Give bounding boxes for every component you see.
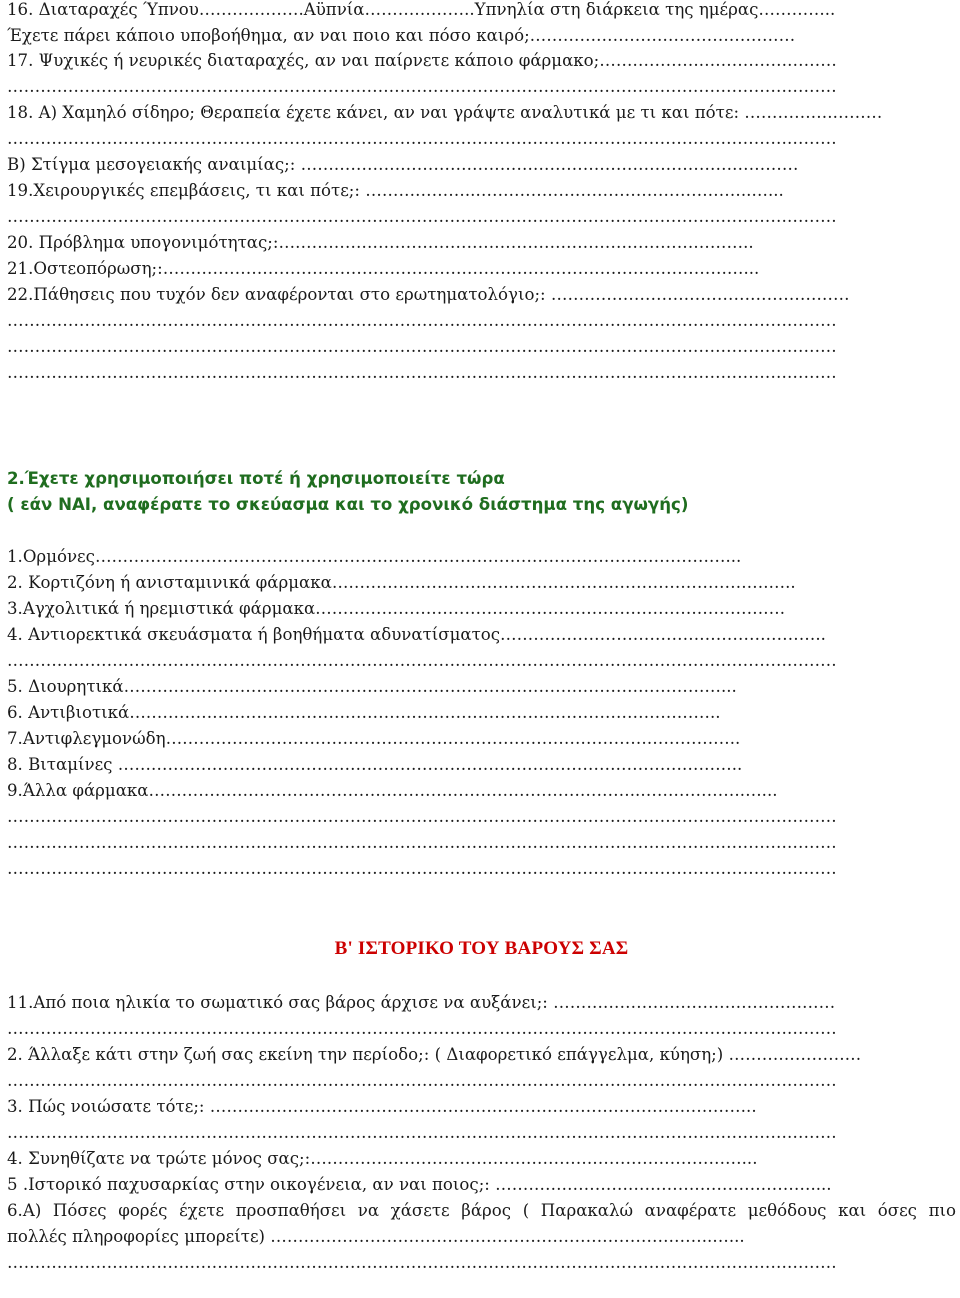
question-2-life-change: 2. Άλλαξε κάτι στην ζωή σας εκείνη την περίοδο;: ( Διαφορετικό επάγγελμα, κύηση;) …………………… — [7, 1045, 862, 1064]
medication-item-hormones: 1.Ορμόνες……………………………………………………………………………………………………... — [7, 547, 742, 566]
question-4-eating-alone: 4. Συνηθίζατε να τρώτε μόνος σας;:……………………………………………………………………... — [7, 1149, 758, 1168]
answer-dotted-line: …………………………………………………………………………………………………………………………………… — [7, 807, 837, 826]
question-16-sleep-aid: Έχετε πάρει κάποιο υποβοήθημα, αν ναι ποιο και πόσο καιρό;………………………………………… — [7, 26, 796, 45]
medication-item-appetite-suppressants: 4. Αντιορεκτικά σκευάσματα ή βοηθήματα αδυνατίσματος………………………………………………….. — [7, 625, 826, 644]
question-5-family-obesity: 5 .Ιστορικό παχυσαρκίας στην οικογένεια, αν ναι ποιος;: ………………………………………………….... — [7, 1175, 832, 1194]
answer-dotted-line: …………………………………………………………………………………………………………………………………… — [7, 77, 837, 96]
answer-dotted-line: …………………………………………………………………………………………………………………………………… — [7, 337, 837, 356]
question-11-weight-gain-age: 11.Από ποια ηλικία το σωματικό σας βάρος άρχισε να αυξάνει;: …………………………………………… — [7, 993, 836, 1012]
answer-dotted-line: …………………………………………………………………………………………………………………………………… — [7, 651, 837, 670]
answer-dotted-line: …………………………………………………………………………………………………………………………………… — [7, 311, 837, 330]
section-2-title: 2.Έχετε χρησιμοποιήσει ποτέ ή χρησιμοποιείτε τώρα — [7, 469, 505, 488]
medication-item-anxiolytics: 3.Αγχολιτικά ή ηρεμιστικά φάρμακα…………………………………………………………………………. — [7, 599, 786, 618]
question-21-osteoporosis: 21.Οστεοπόρωση;:……………………………………………………………………………………………... — [7, 259, 760, 278]
medication-item-anti-inflammatories: 7.Αντιφλεγμονώδη………………………………………………………………………………………….. — [7, 729, 741, 748]
medication-item-cortisone: 2. Κορτιζόνη ή ανισταμινικά φάρμακα…………………………………………………………………….….. — [7, 573, 796, 592]
question-18a-low-iron: 18. Α) Χαμηλό σίδηρο; Θεραπεία έχετε κάνει, αν ναι γράψτε αναλυτικά με τι και πότε: …………….……… — [7, 103, 883, 122]
question-18b-thalassemia: Β) Στίγμα μεσογειακής αναιμίας;: ……………………………………………………………………………… — [7, 155, 799, 174]
answer-dotted-line: …………………………………………………………………………………………………………………………………… — [7, 1071, 837, 1090]
question-3-feelings: 3. Πώς νοιώσατε τότε;: …………………………………………….……………………………………….. — [7, 1097, 757, 1116]
section-2-subtitle: ( εάν ΝΑΙ, αναφέρατε το σκεύασμα και το χρονικό διάστημα της αγωγής) — [7, 495, 689, 514]
section-b-heading: Β' ΙΣΤΟΡΙΚΟ ΤΟΥ ΒΑΡΟΥΣ ΣΑΣ — [334, 938, 629, 959]
question-16-sleep-disorders: 16. Διαταραχές Ύπνου……………….Αϋπνία………………..Υπνηλία στη διάρκεια της ημέρας………….. — [7, 0, 836, 19]
question-6a-continued: πολλές πληροφορίες μπορείτε) ……………………………………………………………………..…... — [7, 1227, 745, 1246]
question-22-other-conditions: 22.Πάθησεις που τυχόν δεν αναφέρονται στο ερωτηματολόγιο;: ……………………………………………… — [7, 285, 850, 304]
answer-dotted-line: …………………………………………………………………………………………………………………………………… — [7, 833, 837, 852]
question-6a-weight-loss-attempts: 6.Α) Πόσες φορές έχετε προσπαθήσει να χάσετε βάρος ( Παρακαλώ αναφέρατε μεθόδους και όσες πιο — [7, 1201, 956, 1220]
answer-dotted-line: …………………………………………………………………………………………………………………………………… — [7, 1123, 837, 1142]
answer-dotted-line: …………………………………………………………………………………………………………………………………… — [7, 207, 837, 226]
medication-item-diuretics: 5. Διουρητικά………………………………………………………………………………………………... — [7, 677, 737, 696]
answer-dotted-line: …………………………………………………………………………………………………………………………………… — [7, 1253, 837, 1272]
answer-dotted-line: …………………………………………………………………………………………………………………………………… — [7, 859, 837, 878]
answer-dotted-line: …………………………………………………………………………………………………………………………………… — [7, 1019, 837, 1038]
question-20-infertility: 20. Πρόβλημα υπογονιμότητας;:………………………………………………………………………….. — [7, 233, 754, 252]
question-17-psychiatric: 17. Ψυχικές ή νευρικές διαταραχές, αν ναι παίρνετε κάποιο φάρμακο;……………….…………………… — [7, 51, 837, 70]
question-19-surgeries: 19.Χειρουργικές επεμβάσεις, τι και πότε;: ………………..…………………………………………..…... — [7, 181, 784, 200]
medication-item-other: 9.Άλλα φάρμακα……………………………………………………………………………..……………….…... — [7, 781, 778, 800]
answer-dotted-line: …………………………………………………………………………………………………………………………………… — [7, 129, 837, 148]
answer-dotted-line: …………………………………………………………………………………………………………………………………… — [7, 363, 837, 382]
medication-item-vitamins: 8. Βιταμίνες ………………………………………………………………………………………………….. — [7, 755, 743, 774]
medication-item-antibiotics: 6. Αντιβιοτικά…………………………………………………………………………………………….. — [7, 703, 721, 722]
